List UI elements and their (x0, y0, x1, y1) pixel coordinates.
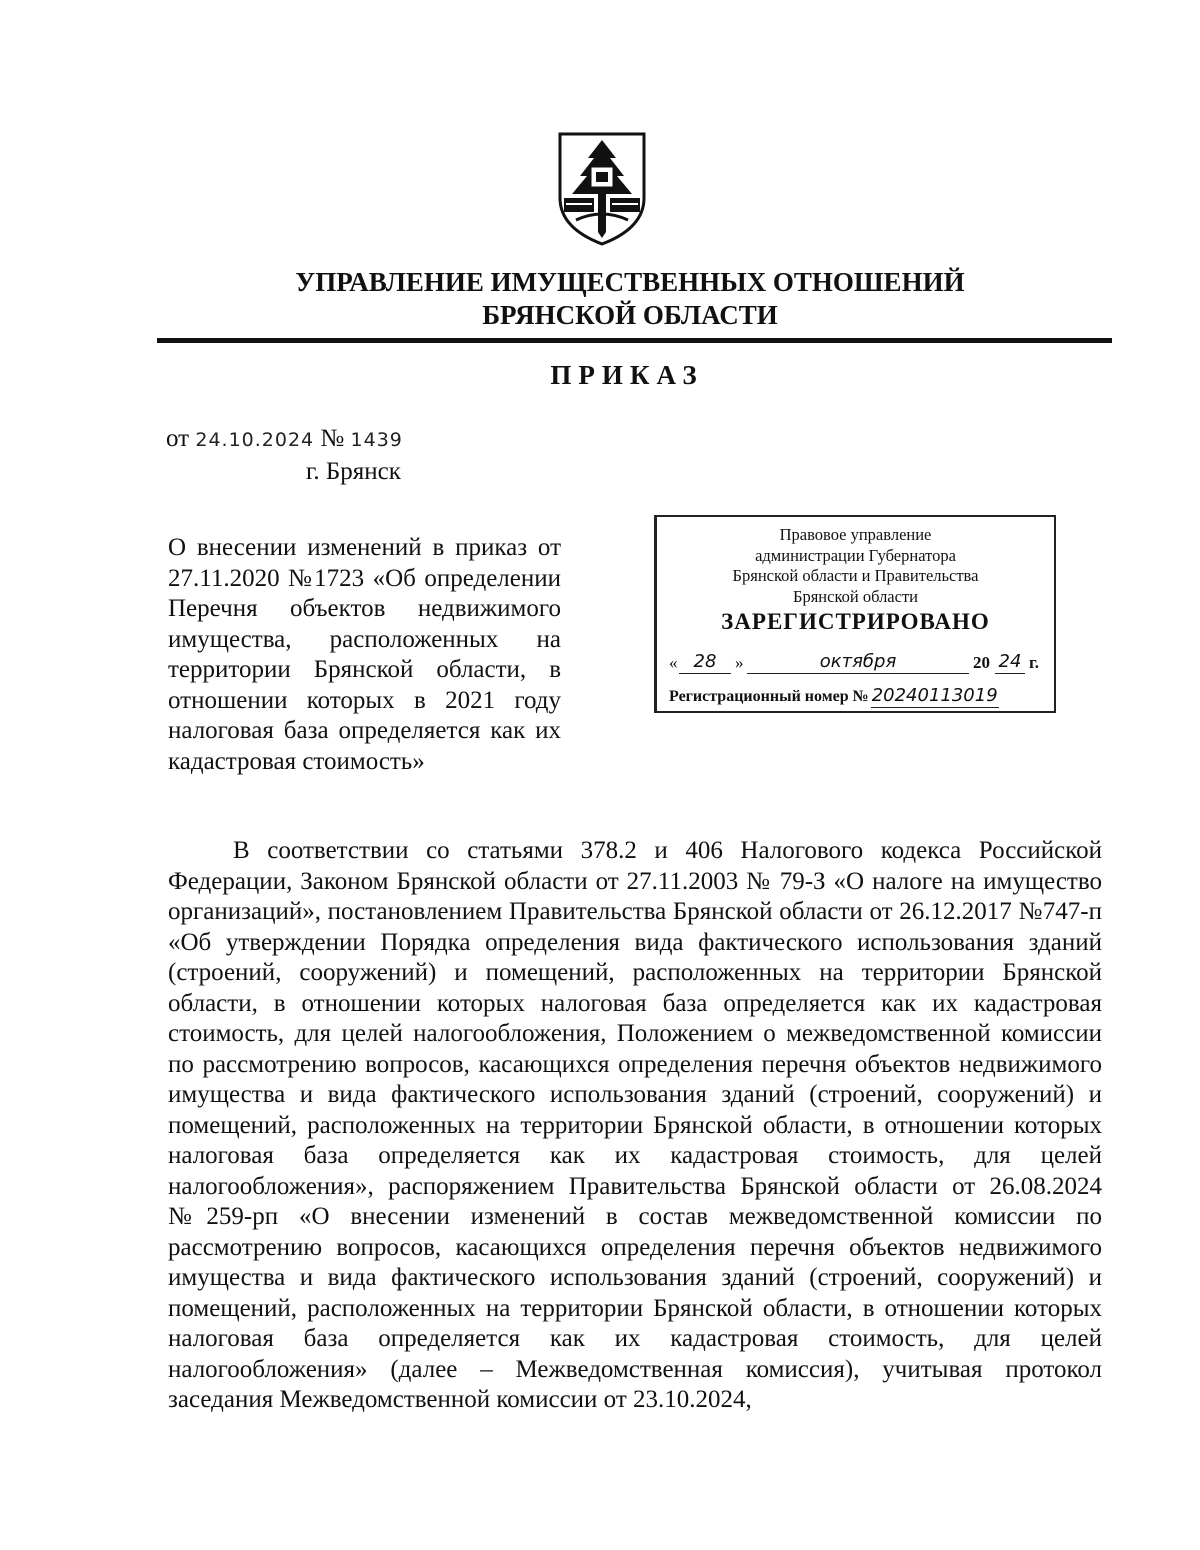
date-prefix: от (166, 425, 190, 452)
stamp-day: 28 (679, 651, 731, 674)
stamp-line-1: Правовое управление (779, 525, 932, 544)
stamp-reg-label: Регистрационный номер № (669, 688, 869, 705)
header-divider (157, 338, 1112, 343)
stamp-reg-number: 20240113019 (871, 685, 998, 706)
stamp-year-unit: г. (1029, 653, 1040, 672)
stamp-line-4: Брянской области (792, 586, 918, 606)
stamp-year-prefix: 20 (973, 653, 990, 672)
coat-of-arms-emblem (556, 128, 648, 246)
document-type-title: ПРИКАЗ (550, 360, 704, 390)
handwritten-order-number: 1439 (350, 429, 403, 451)
order-date-line (166, 425, 403, 453)
org-name-line-1: УПРАВЛЕНИЕ ИМУЩЕСТВЕННЫХ ОТНОШЕНИЙ (295, 267, 965, 297)
number-prefix: № (320, 425, 345, 452)
stamp-quote-open: « (669, 653, 678, 672)
handwritten-date: 24.10.2024 (195, 429, 315, 451)
organization-name (150, 266, 1110, 332)
stamp-registration-line (669, 685, 1051, 708)
order-body (168, 836, 1102, 1416)
stamp-line-3: Брянской области и Правительства (732, 566, 979, 585)
stamp-date-line (669, 651, 1049, 677)
stamp-registered-label: ЗАРЕГИСТРИРОВАНО (721, 609, 990, 634)
stamp-authority (657, 525, 1054, 607)
stamp-quote-close: » (735, 653, 744, 672)
order-subject: О внесении изменений в приказ от 27.11.2020 №1723 «Об определении Перечня объектов недвижимого имущества, расположенных на территории Брянской области, в отношении которых в 2021 году налоговая база определяется как их кадастровая стоимость» (168, 534, 561, 775)
stamp-month: октября (747, 651, 969, 674)
registration-stamp (654, 515, 1056, 713)
stamp-line-2: администрации Губернатора (755, 545, 956, 565)
org-name-line-2: БРЯНСКОЙ ОБЛАСТИ (482, 300, 778, 330)
city-name: г. Брянск (306, 458, 401, 485)
body-paragraph: В соответствии со статьями 378.2 и 406 Налогового кодекса Российской Федерации, Законом Брянской области от 27.11.2003 № 79-З «О налоге на имущество организаций», постановлением Правительства Брянской области от 26.12.2017 №747-п «Об утверждении Порядка определения вида фактического использования зданий (строений, сооружений) и помещений, расположенных на территории Брянской области, в отношении которых налоговая база определяется как их кадастровая стоимость, для целей налогообложения, Положением о межведомственной комиссии по рассмотрению вопросов, касающихся определения перечня объектов недвижимого имущества и вида фактического использования зданий (строений, сооружений) и помещений, расположенных на территории Брянской области, в отношении которых налоговая база определяется как их кадастровая стоимость, для целей налогообложения», распоряжением Правительства Брянской области от 26.08.2024 №259-рп «О внесении изменений в состав межведомственной комиссии по рассмотрению вопросов, касающихся определения перечня объектов недвижимого имущества и вида фактического использования зданий (строений, сооружений) и помещений, расположенных на территории Брянской области, в отношении которых налоговая база определяется как их кадастровая стоимость, для целей налогообложения» (далее – Межведомственная комиссия), учитывая протокол заседания Межведомственной комиссии от 23.10.2024, (168, 837, 1102, 1413)
stamp-year-suffix: 24 (995, 651, 1025, 674)
